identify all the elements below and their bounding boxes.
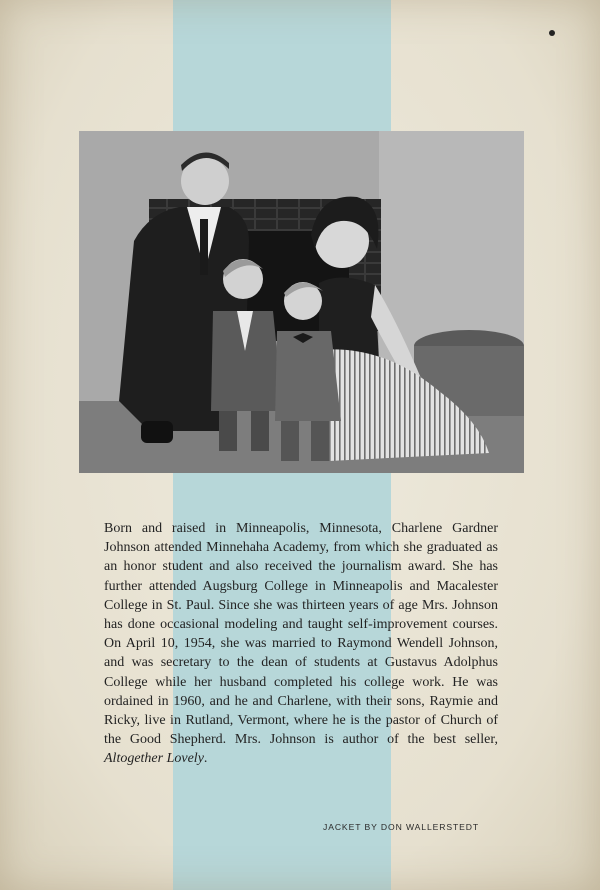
- ink-speck: [549, 30, 555, 36]
- book-title: Altogether Lovely: [104, 751, 204, 767]
- jacket-credit: JACKET BY DON WALLERSTEDT: [323, 822, 480, 832]
- author-bio-end: .: [203, 751, 208, 767]
- author-bio-text: Born and raised in Minneapolis, Minnesota, Charlene Gardner Johnson attended Minnehaha Academy, from which she graduated as an honor student and also received the journalism award. She has further attended Augsburg College in Minneapolis and Macalester College in St. Paul. Since she was thirteen years of age Mrs. Johnson has done occasional modeling and taught self-improvement courses. On April 10, 1954, she was married to Raymond Wendell Johnson, and was secretary to the dean of students at Gustavus Adolphus College while her husband completed his college work. He was ordained in 1960, and he and Charlene, with their sons, Raymie and Ricky, live in Rutland, Vermont, where he is the pastor of Church of the Good Shepherd. Mrs. Johnson is author of the best seller,: [104, 521, 498, 748]
- family-photo: [79, 131, 524, 473]
- author-bio: [104, 519, 498, 769]
